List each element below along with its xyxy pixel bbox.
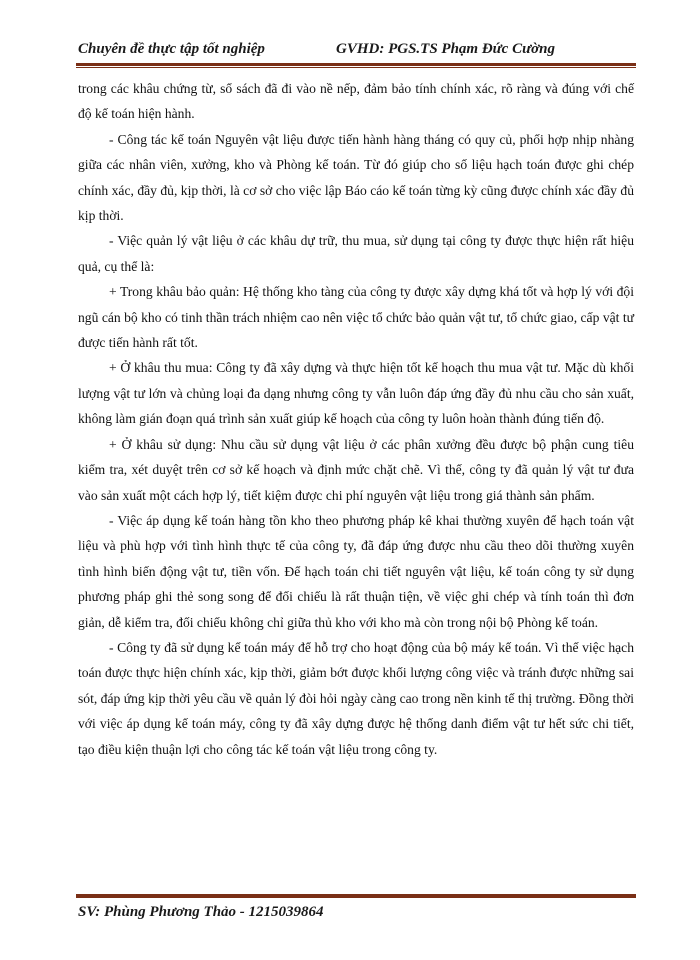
- header-rule: [76, 63, 636, 68]
- paragraph: - Công tác kế toán Nguyên vật liệu được tiến hành hàng tháng có quy củ, phối hợp nhịp nhàng giữa các nhân viên, xưởng, kho và Phòng kế toán. Từ đó giúp cho số liệu hạch toán được ghi chép chính xác, đầy đủ, kịp thời, là cơ sở cho việc lập Báo cáo kế toán từng kỳ cũng được chính xác đầy đủ kịp thời.: [78, 131, 634, 224]
- paragraph: - Việc áp dụng kế toán hàng tồn kho theo phương pháp kê khai thường xuyên để hạch toán vật liệu và phù hợp với tình hình thực tế của công ty, đã đáp ứng được nhu cầu theo dõi thường xuyên tình hình biến động vật tư, tiền vốn. Để hạch toán chi tiết nguyên vật liệu, kế toán công ty sử dụng phương pháp ghi thẻ song song để đối chiếu là rất thuận tiện, về việc ghi chép và tính toán thì đơn giản, dễ kiểm tra, đối chiếu không chỉ giữa thủ kho với kho mà còn trong nội bộ Phòng kế toán.: [78, 512, 634, 630]
- paragraph: + Trong khâu bảo quản: Hệ thống kho tàng của công ty được xây dựng khá tốt và hợp lý với đội ngũ cán bộ kho có tinh thần trách nhiệm cao nên việc tổ chức bảo quản vật tư, tổ chức giao, cấp vật tư được tiến hành rất tốt.: [78, 284, 634, 351]
- footer-rule: [76, 893, 636, 898]
- paragraph: + Ở khâu thu mua: Công ty đã xây dựng và thực hiện tốt kế hoạch thu mua vật tư. Mặc dù khối lượng vật tư lớn và chủng loại đa dạng nhưng công ty vẫn luôn đáp ứng đầy đủ nhu cầu cho sản xuất, không làm gián đoạn quá trình sản xuất giúp kế hoạch của công ty luôn hoàn thành đúng tiến độ.: [78, 360, 634, 427]
- student-footer: SV: Phùng Phương Thảo - 1215039864: [78, 904, 324, 920]
- body-text: [78, 76, 634, 762]
- paragraph: + Ở khâu sử dụng: Nhu cầu sử dụng vật liệu ở các phân xưởng đều được bộ phận cung tiêu kiểm tra, xét duyệt trên cơ sở kế hoạch và định mức chặt chẽ. Vì thế, công ty đã quản lý vật tư đưa vào sản xuất một cách hợp lý, tiết kiệm được chi phí nguyên vật liệu trong giá thành sản phẩm.: [78, 436, 634, 503]
- paragraph: trong các khâu chứng từ, sổ sách đã đi vào nề nếp, đảm bảo tính chính xác, rõ ràng và đúng với chế độ kế toán hiện hành.: [78, 81, 634, 122]
- supervisor-name: GVHD: PGS.TS Phạm Đức Cường: [336, 41, 555, 57]
- paragraph: - Công ty đã sử dụng kế toán máy để hỗ trợ cho hoạt động của bộ máy kế toán. Vì thế việc hạch toán được thực hiện chính xác, kịp thời, giảm bớt được khối lượng công việc và tránh được những sai sót, đáp ứng kịp thời yêu cầu về quản lý đòi hỏi ngày càng cao trong nền kinh tế thị trường. Đồng thời với việc áp dụng kế toán máy, công ty đã xây dựng được hệ thống danh điểm vật tư hết sức chi tiết, tạo điều kiện thuận lợi cho công tác kế toán vật liệu trong công ty.: [78, 639, 634, 757]
- report-title: Chuyên đề thực tập tốt nghiệp: [78, 41, 265, 57]
- page-header: [78, 41, 638, 63]
- paragraph: - Việc quản lý vật liệu ở các khâu dự trữ, thu mua, sử dụng tại công ty được thực hiện rất hiệu quả, cụ thể là:: [78, 233, 634, 274]
